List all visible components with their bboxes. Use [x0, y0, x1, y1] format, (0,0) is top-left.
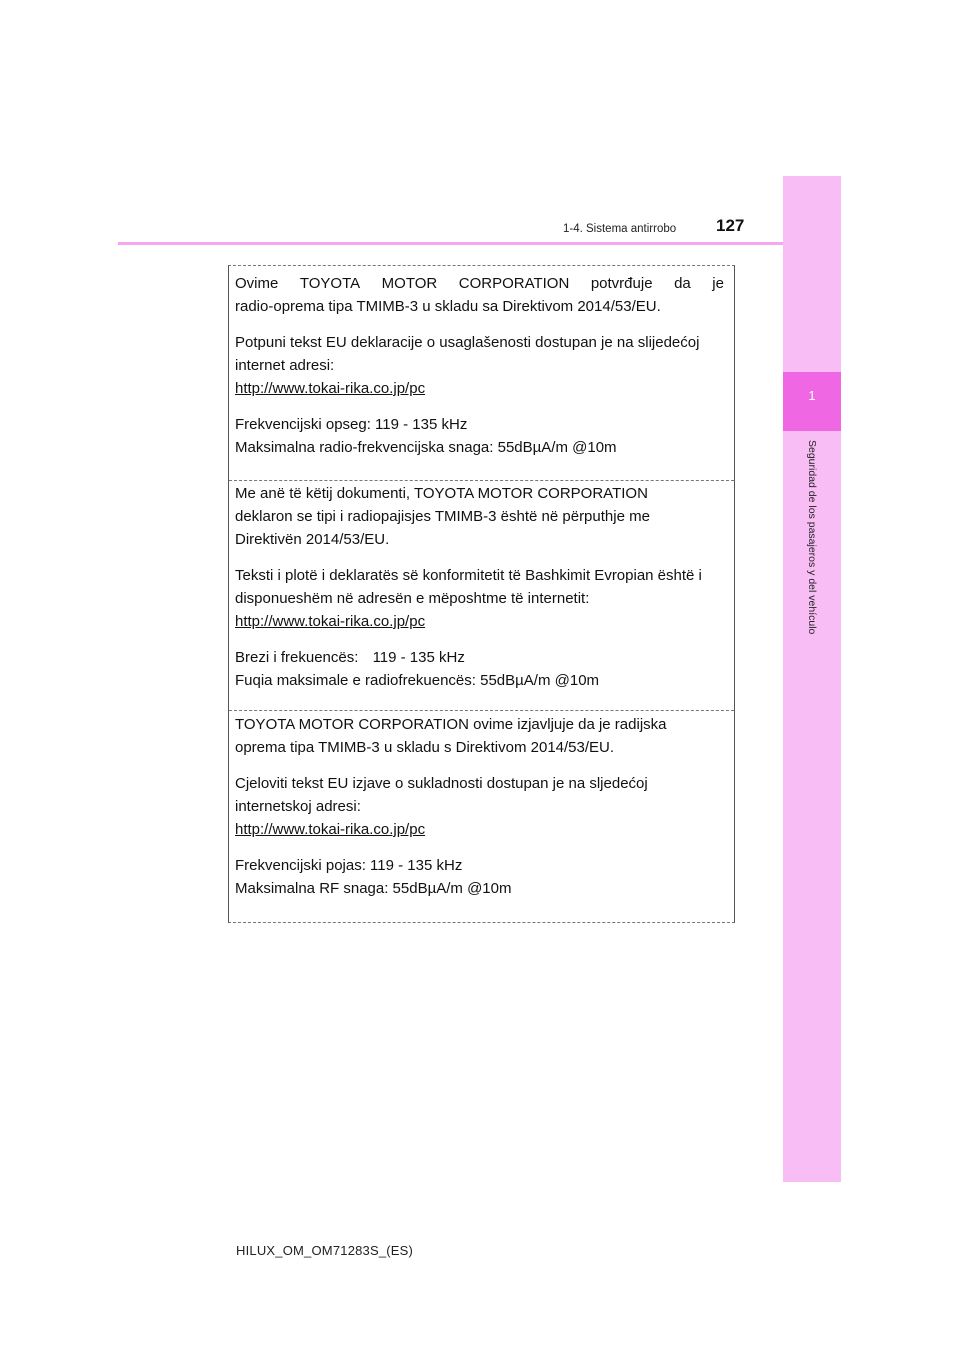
bosnian-link[interactable]: http://www.tokai-rika.co.jp/pc	[235, 380, 426, 397]
bosnian-frequency: Frekvencijski opseg: 119 - 135 kHz	[235, 416, 468, 433]
albanian-link[interactable]: http://www.tokai-rika.co.jp/pc	[235, 613, 426, 630]
declaration-albanian	[235, 482, 724, 692]
declaration-box	[228, 265, 735, 923]
section-divider	[229, 480, 734, 481]
albanian-line-5: disponueshëm në adresën e mëposhtme të internetit:	[235, 590, 590, 607]
albanian-line-4: Teksti i plotë i deklaratës së konformitetit të Bashkimit Evropian është i	[235, 567, 702, 584]
albanian-frequency: Brezi i frekuencës: 119 - 135 kHz	[235, 649, 465, 666]
chapter-title: Seguridad de los pasajeros y del vehículo	[806, 440, 818, 635]
croatian-line-2: oprema tipa TMIMB-3 u skladu s Direktivom 2014/53/EU.	[235, 739, 615, 756]
bosnian-line-2: radio-oprema tipa TMIMB-3 u skladu sa Direktivom 2014/53/EU.	[235, 298, 661, 315]
croatian-line-4: internetskoj adresi:	[235, 798, 361, 815]
croatian-line-3: Cjeloviti tekst EU izjave o sukladnosti dostupan je na sljedećoj	[235, 775, 648, 792]
bosnian-line-3: Potpuni tekst EU deklaracije o usaglašenosti dostupan je na slijedećoj	[235, 334, 700, 351]
header-rule	[118, 242, 783, 245]
bosnian-power: Maksimalna radio-frekvencijska snaga: 55dBµA/m @10m	[235, 439, 617, 456]
chapter-number: 1	[808, 388, 816, 403]
croatian-power: Maksimalna RF snaga: 55dBµA/m @10m	[235, 880, 512, 897]
croatian-link[interactable]: http://www.tokai-rika.co.jp/pc	[235, 821, 426, 838]
bosnian-line-1: Ovime TOYOTA MOTOR CORPORATION potvrđuje da je	[235, 275, 724, 292]
albanian-power: Fuqia maksimale e radiofrekuencës: 55dBµA/m @10m	[235, 672, 600, 689]
croatian-line-1: TOYOTA MOTOR CORPORATION ovime izjavljuje da je radijska	[235, 716, 667, 733]
section-title: 1-4. Sistema antirrobo	[563, 223, 677, 235]
croatian-frequency: Frekvencijski pojas: 119 - 135 kHz	[235, 857, 463, 874]
albanian-line-1: Me anë të këtij dokumenti, TOYOTA MOTOR CORPORATION	[235, 485, 648, 502]
declaration-croatian	[235, 713, 724, 900]
albanian-line-2: deklaron se tipi i radiopajisjes TMIMB-3 është në përputhje me	[235, 508, 650, 525]
page-number: 127	[716, 216, 745, 235]
albanian-line-3: Direktivën 2014/53/EU.	[235, 531, 390, 548]
section-divider	[229, 710, 734, 711]
document-id: HILUX_OM_OM71283S_(ES)	[236, 1243, 414, 1258]
declaration-bosnian	[235, 272, 724, 459]
bosnian-line-4: internet adresi:	[235, 357, 335, 374]
